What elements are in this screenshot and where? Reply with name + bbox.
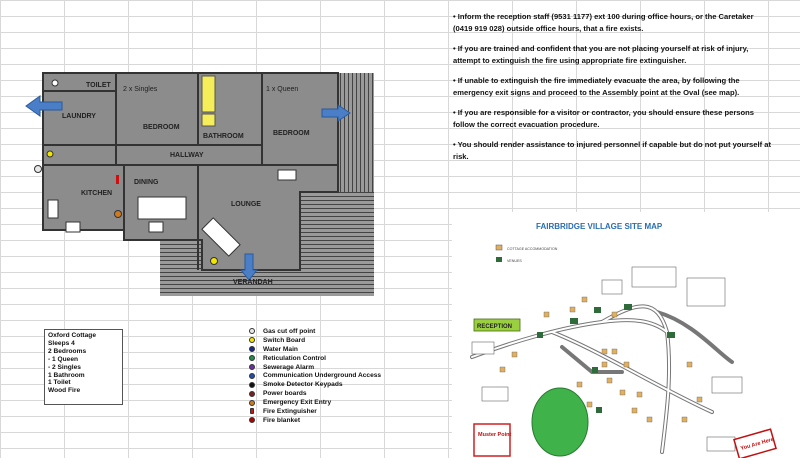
info-line: 1 Bathroom [48,371,85,379]
you-are-here-label: You Are Here [740,436,775,452]
room-label-laundry: LAUNDRY [62,113,96,120]
legend-item [249,407,429,416]
room-label-bedroom-2: BEDROOM [273,130,310,137]
legend-item [249,345,429,354]
fire-instructions [453,11,771,171]
room-label-bedroom-1: BEDROOM [143,124,180,131]
legend-item [249,363,429,372]
legend-item [249,336,429,345]
info-line: Sleeps 4 [48,339,75,347]
room-label-singles: 2 x Singles [123,86,158,93]
gas-cutoff-icon [249,328,255,334]
stove [66,222,80,232]
smoke-detector-icon [249,382,255,388]
instruction-paragraph: • If you are trained and confident that you are not placing yourself at risk of injury, attempt to extinguish the fire using appropriate fire extinguisher. [453,44,749,65]
legend-label: Emergency Exit Entry [263,399,332,407]
gas-cutoff-marker [35,166,42,173]
legend-label: Sewerage Alarm [263,363,315,371]
legend-label: Reticulation Control [263,354,327,362]
reticulation-icon [249,355,255,361]
info-line: - 1 Queen [48,355,79,363]
room-label-verandah: VERANDAH [233,279,273,286]
site-map-title: FAIRBRIDGE VILLAGE SITE MAP [536,222,663,231]
instruction-paragraph: • You should render assistance to injured personnel if capable but do not put yourself at risk. [453,140,771,161]
room-label-dining: DINING [134,179,159,186]
toilet-fixture [52,80,58,86]
floor-plan [0,0,440,310]
legend-item [249,354,429,363]
muster-point-label: Muster Point [478,432,512,438]
legend-item [249,389,429,398]
oval-assembly-area [532,388,588,456]
water-main-icon [249,346,255,352]
site-map [452,212,800,458]
dining-table [138,197,186,219]
smoke-detector-marker [47,151,53,157]
muster-point-box [474,424,510,456]
info-line: Wood Fire [48,387,81,395]
info-line: Oxford Cottage [48,332,96,339]
legend-item [249,398,429,407]
instruction-paragraph: • Inform the reception staff (9531 1177) ext 100 during office hours, or the Caretaker (0419 919 028) outside office hours, that a fire exists. [453,12,754,33]
emergency-exit-icon [249,400,255,406]
instruction-paragraph: • If unable to extinguish the fire immediately evacuate the area, by following the emergency exit signs and proceed to the Assembly point at the Oval (see map). [453,76,740,97]
fire-extinguisher-icon [250,408,254,414]
legend-label: Fire blanket [263,416,301,424]
legend-label: Power boards [263,390,307,398]
legend-label: Water Main [263,345,298,353]
reception-label: RECEPTION [477,324,513,330]
cottage-legend-swatch [496,245,502,250]
legend-label: Switch Board [263,336,306,344]
legend-label: Gas cut off point [263,327,316,335]
venues-legend-label: VENUES [507,259,522,263]
room-label-kitchen: KITCHEN [81,190,113,197]
sewerage-alarm-icon [249,364,255,370]
safety-legend [249,327,429,425]
legend-label: Fire Extinguisher [263,407,317,415]
info-line: 1 Toilet [48,379,71,387]
cottage-legend-label: COTTAGE ACCOMMODATION [507,247,558,251]
switch-board-icon [249,337,255,343]
bathroom-fixture [202,76,215,112]
communication-access-icon [249,373,255,379]
power-board-icon [249,391,255,397]
bathroom-fixture-2 [202,114,215,126]
switchboard-marker [211,258,218,265]
legend-label: Smoke Detector Keypads [263,381,343,389]
legend-item [249,371,429,380]
room-label-queen: 1 x Queen [266,86,299,93]
extinguisher-box [149,222,163,232]
legend-item [249,416,429,425]
room-label-lounge: LOUNGE [231,201,261,208]
closet [278,170,296,180]
instruction-paragraph: • If you are responsible for a visitor or contractor, you should ensure these persons follow the correct evacuation procedure. [453,108,754,129]
room-label-hallway: HALLWAY [170,152,204,159]
bench [48,200,58,218]
legend-item [249,380,429,389]
room-label-bathroom: BATHROOM [203,133,244,140]
room-label-toilet: TOILET [86,82,111,89]
venues-legend-swatch [496,257,502,262]
legend-label: Communication Underground Access [263,372,382,380]
cottage-info-box [44,329,123,405]
emergency-exit-marker [115,211,122,218]
fire-extinguisher-marker [116,175,119,184]
fire-blanket-icon [249,417,255,423]
info-line: - 2 Singles [48,363,81,371]
deck-right [338,73,374,193]
info-line: 2 Bedrooms [48,347,87,355]
legend-item [249,327,429,336]
